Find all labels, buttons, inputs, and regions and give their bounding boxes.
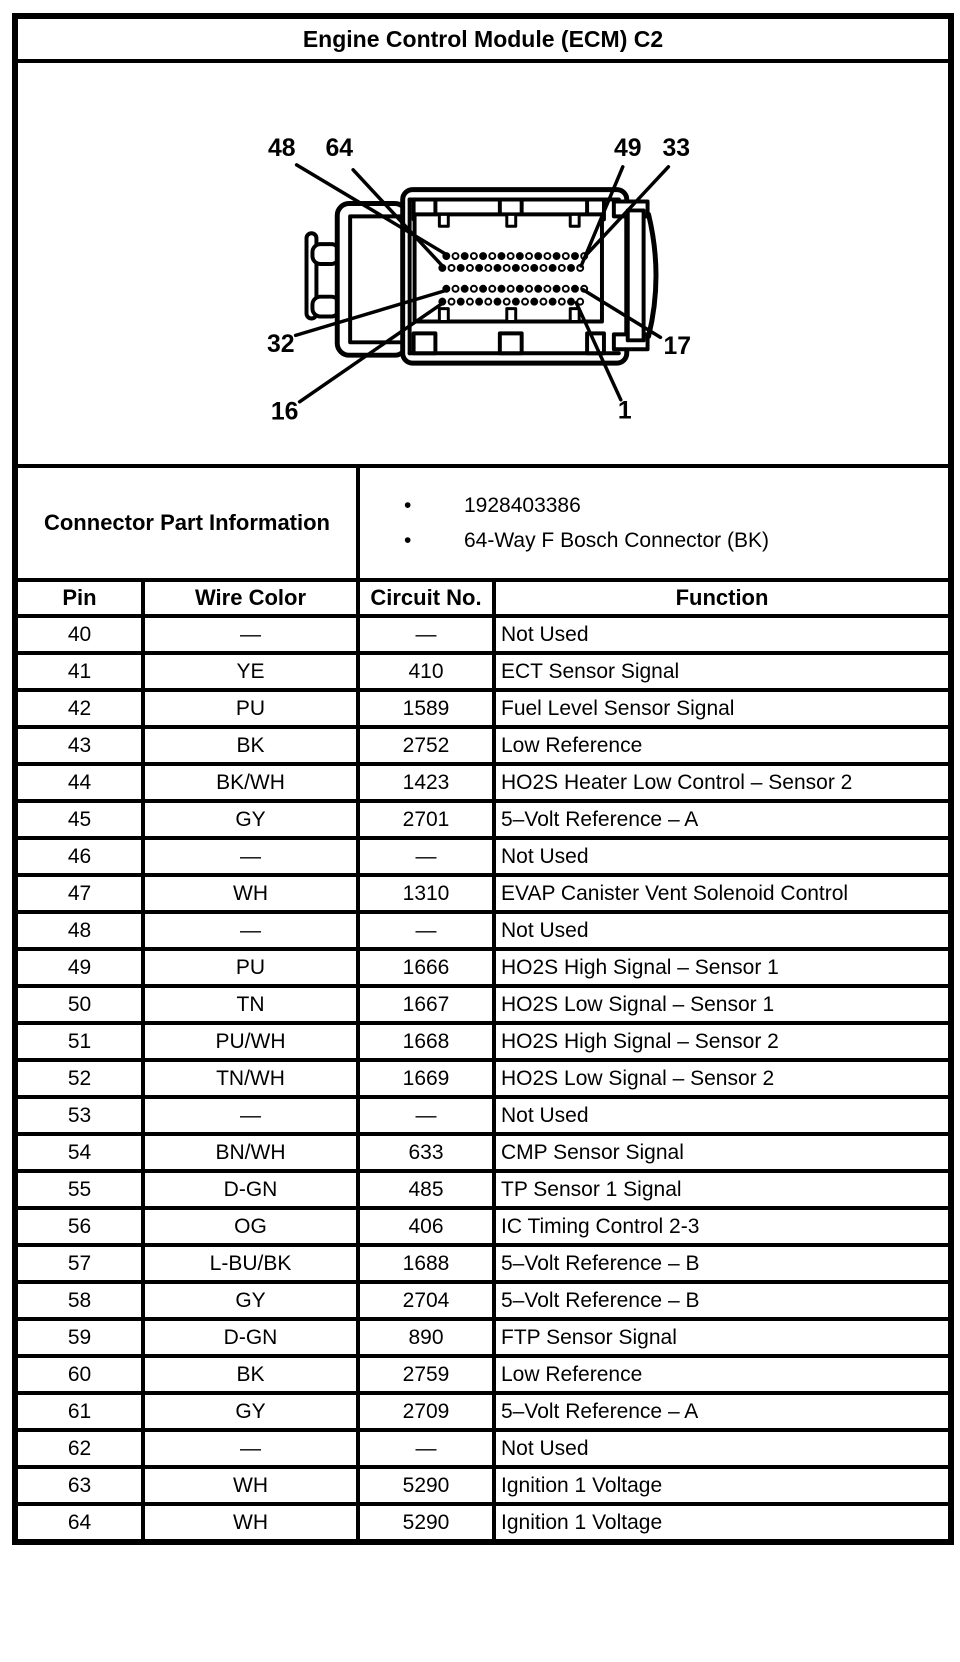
function-cell: HO2S Heater Low Control – Sensor 2 [494, 764, 951, 801]
pin-cell: 61 [15, 1393, 143, 1430]
connector-latch-clip [307, 233, 340, 318]
wire-color-cell: PU [143, 690, 358, 727]
table-row [15, 1282, 951, 1319]
circuit-no-cell: 5290 [358, 1504, 494, 1542]
header-function: Function [494, 580, 951, 616]
bullet-icon: • [404, 528, 412, 552]
pin-cell: 47 [15, 875, 143, 912]
wire-color-cell: BK [143, 1356, 358, 1393]
circuit-no-cell: 2704 [358, 1282, 494, 1319]
circuit-no-cell: 890 [358, 1319, 494, 1356]
wire-color-cell: — [143, 1430, 358, 1467]
wire-color-cell: BK [143, 727, 358, 764]
pin-cell: 45 [15, 801, 143, 838]
circuit-no-cell: 1669 [358, 1060, 494, 1097]
pin-label-32: 32 [266, 331, 295, 359]
header-circuit-no: Circuit No. [358, 580, 494, 616]
circuit-no-cell: 1310 [358, 875, 494, 912]
function-cell: Not Used [494, 1430, 951, 1467]
table-row [15, 1356, 951, 1393]
circuit-no-cell: — [358, 1097, 494, 1134]
connector-part-information-label: Connector Part Information [15, 466, 358, 580]
pin-cell: 41 [15, 653, 143, 690]
table-row [15, 1097, 951, 1134]
circuit-no-cell: — [358, 1430, 494, 1467]
function-cell: 5–Volt Reference – B [494, 1282, 951, 1319]
connector-diagram-cell [15, 61, 951, 466]
function-cell: Fuel Level Sensor Signal [494, 690, 951, 727]
pin-label-64: 64 [325, 134, 354, 162]
header-pin: Pin [15, 580, 143, 616]
part-number-item [404, 494, 948, 518]
function-cell: CMP Sensor Signal [494, 1134, 951, 1171]
pin-cell: 55 [15, 1171, 143, 1208]
function-cell: IC Timing Control 2-3 [494, 1208, 951, 1245]
header-wire-color: Wire Color [143, 580, 358, 616]
function-cell: HO2S Low Signal – Sensor 2 [494, 1060, 951, 1097]
pin-cell: 63 [15, 1467, 143, 1504]
function-cell: 5–Volt Reference – A [494, 801, 951, 838]
wire-color-cell: WH [143, 875, 358, 912]
table-row [15, 1060, 951, 1097]
table-row [15, 1134, 951, 1171]
circuit-no-cell: 5290 [358, 1467, 494, 1504]
circuit-no-cell: 485 [358, 1171, 494, 1208]
wire-color-cell: — [143, 838, 358, 875]
table-row [15, 986, 951, 1023]
wire-color-cell: OG [143, 1208, 358, 1245]
pin-cell: 58 [15, 1282, 143, 1319]
circuit-no-cell: 2752 [358, 727, 494, 764]
table-row [15, 764, 951, 801]
wire-color-cell: WH [143, 1467, 358, 1504]
circuit-no-cell: — [358, 838, 494, 875]
table-row [15, 1208, 951, 1245]
wire-color-cell: TN/WH [143, 1060, 358, 1097]
pin-label-49: 49 [613, 134, 642, 162]
wire-color-cell: PU/WH [143, 1023, 358, 1060]
pin-cell: 48 [15, 912, 143, 949]
pin-label-16: 16 [270, 398, 299, 426]
function-cell: FTP Sensor Signal [494, 1319, 951, 1356]
page-title: Engine Control Module (ECM) C2 [15, 16, 951, 61]
circuit-no-cell: 1668 [358, 1023, 494, 1060]
wire-color-cell: GY [143, 1393, 358, 1430]
table-row [15, 616, 951, 653]
function-cell: Ignition 1 Voltage [494, 1504, 951, 1542]
wire-color-cell: D-GN [143, 1171, 358, 1208]
circuit-no-cell: 1589 [358, 690, 494, 727]
pin-cell: 40 [15, 616, 143, 653]
table-row [15, 1430, 951, 1467]
pin-label-33: 33 [662, 134, 691, 162]
function-cell: TP Sensor 1 Signal [494, 1171, 951, 1208]
ecm-connector-page [12, 13, 954, 1545]
part-number: 1928403386 [464, 493, 581, 517]
wire-color-cell: YE [143, 653, 358, 690]
circuit-no-cell: — [358, 912, 494, 949]
function-cell: Not Used [494, 1097, 951, 1134]
pin-cell: 44 [15, 764, 143, 801]
function-cell: 5–Volt Reference – A [494, 1393, 951, 1430]
table-row [15, 1504, 951, 1542]
connector-type: 64-Way F Bosch Connector (BK) [464, 528, 769, 552]
pin-label-1: 1 [617, 397, 632, 425]
connector-part-information-list [358, 466, 951, 580]
wire-color-cell: TN [143, 986, 358, 1023]
wire-color-cell: BN/WH [143, 1134, 358, 1171]
pin-cell: 52 [15, 1060, 143, 1097]
pin-cell: 46 [15, 838, 143, 875]
pin-cell: 42 [15, 690, 143, 727]
circuit-no-cell: 1667 [358, 986, 494, 1023]
pin-cell: 49 [15, 949, 143, 986]
table-header-row [15, 580, 951, 616]
function-cell: ECT Sensor Signal [494, 653, 951, 690]
function-cell: Low Reference [494, 727, 951, 764]
pin-cell: 57 [15, 1245, 143, 1282]
pin-cell: 59 [15, 1319, 143, 1356]
wire-color-cell: BK/WH [143, 764, 358, 801]
function-cell: Not Used [494, 912, 951, 949]
pin-cell: 50 [15, 986, 143, 1023]
circuit-no-cell: 2759 [358, 1356, 494, 1393]
table-row [15, 690, 951, 727]
circuit-no-cell: 2709 [358, 1393, 494, 1430]
pin-label-48: 48 [267, 134, 296, 162]
wire-color-cell: D-GN [143, 1319, 358, 1356]
wire-color-cell: L-BU/BK [143, 1245, 358, 1282]
pin-cell: 51 [15, 1023, 143, 1060]
circuit-no-cell: 633 [358, 1134, 494, 1171]
circuit-no-cell: 1688 [358, 1245, 494, 1282]
pin-cell: 53 [15, 1097, 143, 1134]
circuit-no-cell: 406 [358, 1208, 494, 1245]
function-cell: Ignition 1 Voltage [494, 1467, 951, 1504]
table-row [15, 653, 951, 690]
table-row [15, 949, 951, 986]
wire-color-cell: — [143, 912, 358, 949]
table-row [15, 838, 951, 875]
pin-cell: 64 [15, 1504, 143, 1542]
wire-color-cell: — [143, 616, 358, 653]
circuit-no-cell: — [358, 616, 494, 653]
pin-cell: 62 [15, 1430, 143, 1467]
table-row [15, 875, 951, 912]
pin-label-17: 17 [663, 333, 692, 361]
function-cell: HO2S High Signal – Sensor 1 [494, 949, 951, 986]
table-row [15, 1171, 951, 1208]
table-row [15, 1319, 951, 1356]
wire-color-cell: WH [143, 1504, 358, 1542]
function-cell: HO2S High Signal – Sensor 2 [494, 1023, 951, 1060]
pin-cell: 60 [15, 1356, 143, 1393]
circuit-no-cell: 1666 [358, 949, 494, 986]
circuit-no-cell: 1423 [358, 764, 494, 801]
pin-cell: 56 [15, 1208, 143, 1245]
table-row [15, 727, 951, 764]
table-row [15, 1023, 951, 1060]
circuit-no-cell: 410 [358, 653, 494, 690]
function-cell: Not Used [494, 616, 951, 653]
table-row [15, 1467, 951, 1504]
pin-cell: 54 [15, 1134, 143, 1171]
table-row [15, 912, 951, 949]
table-row [15, 801, 951, 838]
circuit-no-cell: 2701 [358, 801, 494, 838]
table-row [15, 1393, 951, 1430]
function-cell: 5–Volt Reference – B [494, 1245, 951, 1282]
function-cell: EVAP Canister Vent Solenoid Control [494, 875, 951, 912]
wire-color-cell: GY [143, 1282, 358, 1319]
connector-type-item [404, 529, 948, 553]
function-cell: HO2S Low Signal – Sensor 1 [494, 986, 951, 1023]
connector-diagram [18, 63, 946, 459]
wire-color-cell: — [143, 1097, 358, 1134]
function-cell: Low Reference [494, 1356, 951, 1393]
function-cell: Not Used [494, 838, 951, 875]
pin-cell: 43 [15, 727, 143, 764]
wire-color-cell: GY [143, 801, 358, 838]
wire-color-cell: PU [143, 949, 358, 986]
bullet-icon: • [404, 493, 412, 517]
table-row [15, 1245, 951, 1282]
